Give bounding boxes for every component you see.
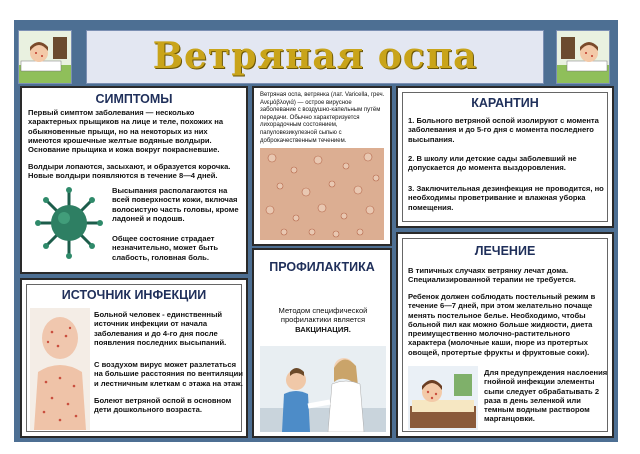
prevention-vaccination: ВАКЦИНАЦИЯ. [295,325,351,334]
symptoms-text-1: Первый симптом заболевания — несколько характерных прыщиков на лице и теле, похожих на обыкновенные прыщи, но на некоторых из них имеются крошечные желтые водяные волдыри. Основание прыщика и кожа вокруг покрасневшие. [28,108,224,155]
quarantine-item-1: 1. Больного ветряной оспой изолируют с момента заболевания и до 5-го дня с момента последнего высыпания. [408,116,599,144]
treatment-text-2: Ребенок должен соблюдать постельный режим в течение 6—7 дней, при этом желательно почаще менять постельное белье. Необходимо, чтобы больной пил как можно больше жидкости, диета преимущественно молочно-растительного характера (молочные каши, пюре из протертых овощей, протертые фрукты и фруктовые соки). [408,292,596,357]
child-in-bed-illustration [408,366,478,430]
symptoms-panel [20,86,248,274]
source-text-2: С воздухом вирус может разлетаться на большие расстояния по вентиляции и лестничным клеткам с этажа на этаж. [94,360,243,388]
quarantine-item-3: 3. Заключительная дезинфекция не проводится, но необходимы проветривание и влажная уборка помещения. [408,184,604,212]
title-banner [86,30,544,84]
source-heading: ИСТОЧНИК ИНФЕКЦИИ [61,288,207,302]
prevention-heading: ПРОФИЛАКТИКА [269,260,375,274]
page-title: Ветряная оспа [152,35,478,77]
quarantine-heading: КАРАНТИН [471,96,539,110]
symptoms-text-2: Волдыри лопаются, засыхают, и образуется корочка. Новые волдыри появляются в течение 8—4 дней. [28,162,231,181]
child-with-rash-photo [30,308,90,430]
quarantine-panel [396,86,614,228]
sick-child-illustration-left [18,30,72,84]
sick-child-illustration-right [556,30,610,84]
rash-photo [260,148,384,240]
source-text-1: Больной человек - единственный источник инфекции от начала заболевания и до 4-го дня после появления последних высыпаний. [94,310,227,347]
treatment-text-1: В типичных случаях ветрянку лечат дома. Специализированной терапии не требуется. [408,266,576,285]
virus-illustration [32,184,106,262]
symptoms-heading: СИМПТОМЫ [95,92,173,106]
quarantine-item-2: 2. В школу или детские сады заболевший не допускается до момента выздоровления. [408,154,577,173]
vaccination-photo [260,346,386,432]
symptoms-text-3: Высыпания располагаются на всей поверхности кожи, включая волосистую часть головы, кроме ладоней и подошв. [112,186,239,223]
prevention-panel [252,248,392,438]
description-text: Ветряная оспа, ветрянка (лат. Varicella, греч. Ανεμόβλογιά) — острое вирусное заболевание с воздушно-капельным путём передачи. Обычно характеризуется лихорадочным состоянием, папуловезикулезной сыпью с доброкачественным течением. [260,92,385,144]
treatment-panel [396,232,614,438]
treatment-text-3: Для предупреждения наслоения гнойной инфекции элементы сыпи следует обрабатывать 2 раза в день зеленкой или темным водным раствором марганцовки. [484,368,608,424]
prevention-text: Методом специфической профилактики является [278,306,368,325]
symptoms-text-4: Общее состояние страдает незначительно, может быть слабость, головная боль. [112,234,219,262]
source-text-3: Болеют ветряной оспой в основном дети дошкольного возраста. [94,396,232,415]
treatment-heading: ЛЕЧЕНИЕ [474,244,536,258]
source-panel [20,278,248,438]
description-panel [252,86,392,246]
